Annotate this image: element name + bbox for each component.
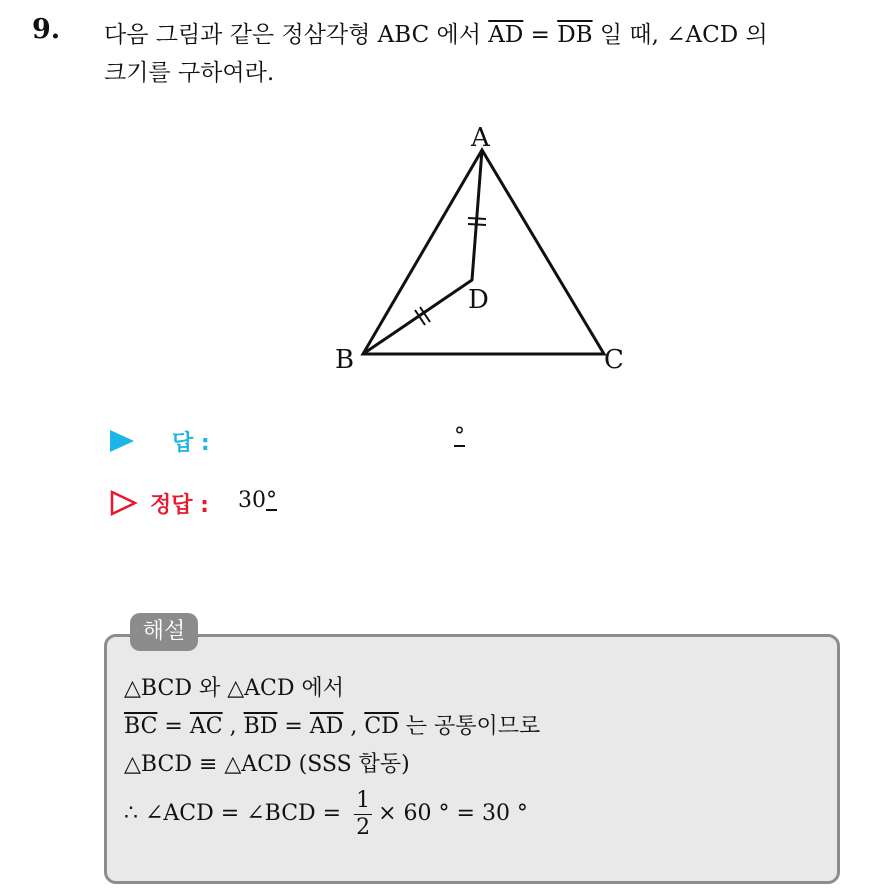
outline-triangle-icon <box>110 490 138 516</box>
common-text: 는 공통이므로 <box>398 714 541 739</box>
question-line-2: 크기를 구하여라. <box>104 60 275 86</box>
explanation-content <box>124 670 824 844</box>
segment-bd: $\overline{BD}$ <box>243 714 278 739</box>
explanation-line-2 <box>124 708 824 746</box>
conclusion-suffix: × 60 ° = 30 ° <box>378 801 528 826</box>
equals-sign: = <box>277 714 310 739</box>
explanation-line-3: △BCD ≡ △ACD (SSS 합동) <box>124 752 410 777</box>
segment-bc: $\overline{BC}$ <box>124 714 158 739</box>
segment-cd: $\overline{CD}$ <box>364 714 399 739</box>
fraction-one-half <box>354 788 372 841</box>
segment-db: $\overline{DB}$ <box>557 22 593 48</box>
equals-sign: = <box>523 22 558 48</box>
answer-label: 답 : <box>172 431 210 456</box>
explanation-tab: 해설 <box>130 613 198 651</box>
question-number: 9. <box>32 14 61 45</box>
answer-unit: ° <box>454 424 465 449</box>
play-triangle-icon <box>110 430 134 452</box>
correct-answer-label: 정답 : <box>150 493 209 518</box>
triangle-abc <box>363 150 604 354</box>
triangle-figure <box>0 0 884 420</box>
correct-value-number: 30 <box>238 488 266 513</box>
explanation-line-1: △BCD 와 △ACD 에서 <box>124 676 344 701</box>
vertex-label-a: A <box>471 123 490 153</box>
correct-answer-value <box>238 488 277 513</box>
vertex-label-b: B <box>335 345 355 375</box>
answer-row <box>110 424 510 458</box>
segment-ad: $\overline{AD}$ <box>488 22 524 48</box>
question-text-part: 다음 그림과 같은 정삼각형 ABC 에서 <box>104 22 489 48</box>
explanation-line-4 <box>124 784 824 844</box>
fraction-denominator: 2 <box>356 814 371 840</box>
segment-ac: $\overline{AC}$ <box>189 714 223 739</box>
correct-answer-row <box>110 486 510 520</box>
segment-ad: $\overline{AD}$ <box>309 714 344 739</box>
equals-sign: = <box>157 714 190 739</box>
comma: , <box>343 714 365 739</box>
correct-value-unit: ° <box>266 488 277 513</box>
question-text-part: 일 때, ∠ACD 의 <box>592 22 768 48</box>
vertex-label-d: D <box>468 285 489 315</box>
fraction-numerator: 1 <box>356 787 371 813</box>
vertex-label-c: C <box>604 345 624 375</box>
comma: , <box>222 714 244 739</box>
conclusion-prefix: ∴ ∠ACD = ∠BCD = <box>124 801 349 826</box>
